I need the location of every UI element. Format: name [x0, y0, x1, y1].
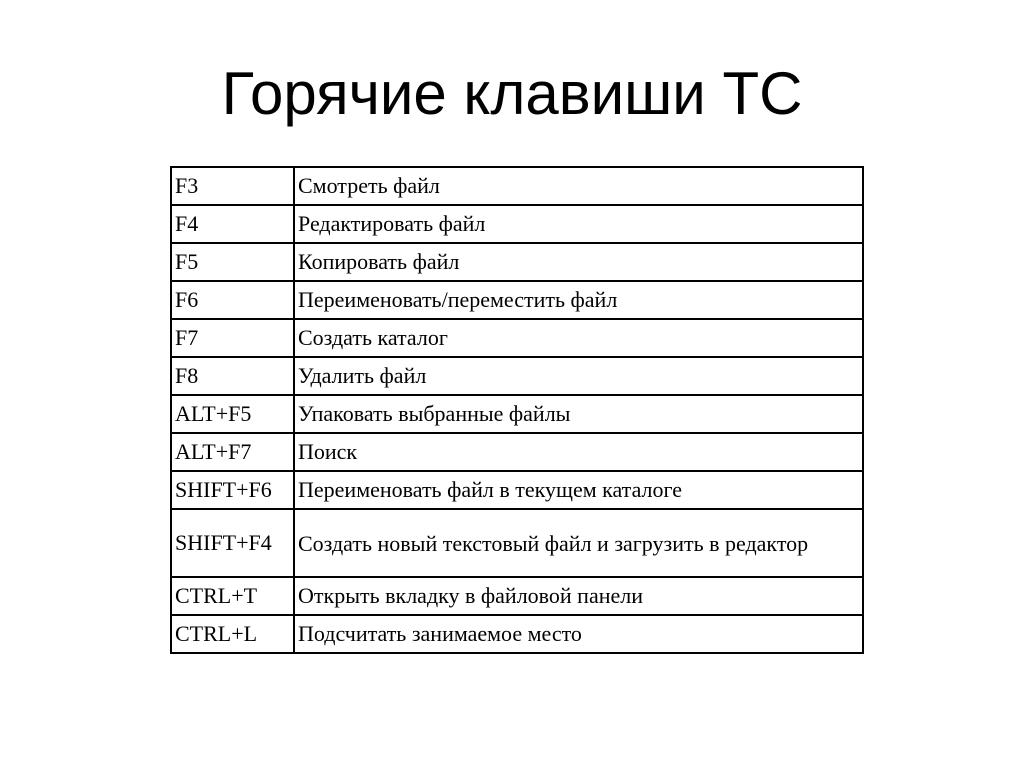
hotkey-key: F6: [171, 281, 294, 319]
hotkey-description: Редактировать файл: [294, 205, 863, 243]
hotkey-key: SHIFT+F6: [171, 471, 294, 509]
hotkey-key: ALT+F5: [171, 395, 294, 433]
table-row: [171, 243, 863, 281]
table-row: [171, 615, 863, 653]
table-row: [171, 281, 863, 319]
hotkeys-table: [170, 166, 864, 654]
hotkey-description: Создать каталог: [294, 319, 863, 357]
table-row: [171, 509, 863, 577]
table-row: [171, 395, 863, 433]
hotkey-description: Подсчитать занимаемое место: [294, 615, 863, 653]
hotkey-key: CTRL+T: [171, 577, 294, 615]
table-row: [171, 433, 863, 471]
table-row: [171, 319, 863, 357]
hotkey-description: Смотреть файл: [294, 167, 863, 205]
hotkey-description: Переименовать файл в текущем каталоге: [294, 471, 863, 509]
slide-title: Горячие клавиши ТС: [221, 60, 803, 127]
table-row: [171, 357, 863, 395]
hotkey-key: F8: [171, 357, 294, 395]
hotkey-key: SHIFT+F4: [171, 509, 294, 577]
hotkey-description: Открыть вкладку в файловой панели: [294, 577, 863, 615]
hotkey-description: Упаковать выбранные файлы: [294, 395, 863, 433]
hotkey-key: F7: [171, 319, 294, 357]
table-row: [171, 471, 863, 509]
hotkey-description: Поиск: [294, 433, 863, 471]
table-row: [171, 167, 863, 205]
hotkey-key: F4: [171, 205, 294, 243]
table-row: [171, 205, 863, 243]
hotkey-key: ALT+F7: [171, 433, 294, 471]
hotkey-key: F5: [171, 243, 294, 281]
hotkey-description: Копировать файл: [294, 243, 863, 281]
hotkey-key: F3: [171, 167, 294, 205]
table-row: [171, 577, 863, 615]
hotkey-description: Переименовать/переместить файл: [294, 281, 863, 319]
hotkey-description: Удалить файл: [294, 357, 863, 395]
hotkey-description: Создать новый текстовый файл и загрузить в редактор: [294, 509, 863, 577]
hotkey-key: CTRL+L: [171, 615, 294, 653]
